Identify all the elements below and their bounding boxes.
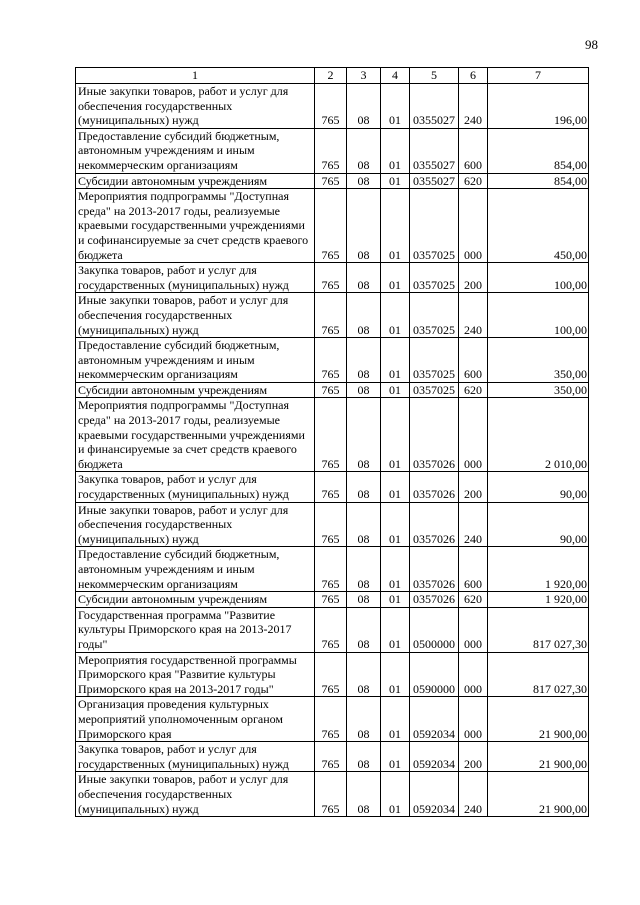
table-row <box>76 128 589 173</box>
table-row <box>76 293 589 338</box>
row-section-cell: 08 <box>347 742 381 772</box>
row-subsection-cell: 01 <box>381 263 410 293</box>
table-row <box>76 697 589 742</box>
row-target-cell: 0500000 <box>410 607 459 652</box>
row-type-cell: 200 <box>459 472 488 502</box>
row-subsection-cell: 01 <box>381 607 410 652</box>
row-type-cell: 200 <box>459 263 488 293</box>
row-subsection-cell: 01 <box>381 293 410 338</box>
row-target-cell: 0592034 <box>410 697 459 742</box>
row-amount-cell: 854,00 <box>488 173 589 189</box>
row-name-cell: Субсидии автономным учреждениям <box>76 592 315 608</box>
row-section-cell: 08 <box>347 263 381 293</box>
row-name-cell: Предоставление субсидий бюджетным, автономным учреждениям и иным некоммерческим организациям <box>76 338 315 383</box>
row-target-cell: 0357026 <box>410 472 459 502</box>
row-type-cell: 600 <box>459 338 488 383</box>
column-header: 2 <box>315 68 347 84</box>
row-subsection-cell: 01 <box>381 502 410 547</box>
row-amount-cell: 854,00 <box>488 128 589 173</box>
row-amount-cell: 1 920,00 <box>488 592 589 608</box>
row-amount-cell: 2 010,00 <box>488 398 589 472</box>
row-target-cell: 0357025 <box>410 293 459 338</box>
row-amount-cell: 196,00 <box>488 84 589 129</box>
row-code-cell: 765 <box>315 607 347 652</box>
table-row <box>76 472 589 502</box>
row-name-cell: Предоставление субсидий бюджетным, автономным учреждениям и иным некоммерческим организациям <box>76 128 315 173</box>
row-type-cell: 000 <box>459 652 488 697</box>
row-name-cell: Организация проведения культурных мероприятий уполномоченным органом Приморского края <box>76 697 315 742</box>
row-target-cell: 0357025 <box>410 382 459 398</box>
row-code-cell: 765 <box>315 398 347 472</box>
row-subsection-cell: 01 <box>381 547 410 592</box>
row-code-cell: 765 <box>315 652 347 697</box>
table-header-row <box>76 68 589 84</box>
row-code-cell: 765 <box>315 293 347 338</box>
row-section-cell: 08 <box>347 173 381 189</box>
row-section-cell: 08 <box>347 293 381 338</box>
row-target-cell: 0357025 <box>410 189 459 263</box>
row-target-cell: 0357026 <box>410 502 459 547</box>
row-amount-cell: 1 920,00 <box>488 547 589 592</box>
row-subsection-cell: 01 <box>381 128 410 173</box>
table-row <box>76 607 589 652</box>
row-section-cell: 08 <box>347 547 381 592</box>
table-row <box>76 382 589 398</box>
row-subsection-cell: 01 <box>381 472 410 502</box>
table-row <box>76 398 589 472</box>
row-target-cell: 0357026 <box>410 592 459 608</box>
column-header: 7 <box>488 68 589 84</box>
column-header: 4 <box>381 68 410 84</box>
row-type-cell: 240 <box>459 502 488 547</box>
row-amount-cell: 350,00 <box>488 338 589 383</box>
row-name-cell: Мероприятия подпрограммы "Доступная среда" на 2013-2017 годы, реализуемые краевыми государственными учреждениями и софинансируемые за счет средств краевого бюджета <box>76 189 315 263</box>
row-amount-cell: 21 900,00 <box>488 697 589 742</box>
row-amount-cell: 90,00 <box>488 472 589 502</box>
row-target-cell: 0590000 <box>410 652 459 697</box>
row-section-cell: 08 <box>347 772 381 817</box>
row-section-cell: 08 <box>347 697 381 742</box>
row-code-cell: 765 <box>315 338 347 383</box>
row-code-cell: 765 <box>315 697 347 742</box>
row-type-cell: 240 <box>459 772 488 817</box>
row-section-cell: 08 <box>347 652 381 697</box>
row-name-cell: Предоставление субсидий бюджетным, автономным учреждениям и иным некоммерческим организациям <box>76 547 315 592</box>
row-section-cell: 08 <box>347 472 381 502</box>
row-target-cell: 0592034 <box>410 772 459 817</box>
row-type-cell: 000 <box>459 189 488 263</box>
row-type-cell: 000 <box>459 398 488 472</box>
table-row <box>76 742 589 772</box>
column-header: 5 <box>410 68 459 84</box>
row-type-cell: 600 <box>459 547 488 592</box>
row-code-cell: 765 <box>315 472 347 502</box>
table-row <box>76 652 589 697</box>
row-name-cell: Мероприятия подпрограммы "Доступная среда" на 2013-2017 годы, реализуемые краевыми государственными учреждениями и финансируемые за счет средств краевого бюджета <box>76 398 315 472</box>
row-name-cell: Субсидии автономным учреждениям <box>76 173 315 189</box>
row-target-cell: 0357026 <box>410 547 459 592</box>
row-subsection-cell: 01 <box>381 338 410 383</box>
row-subsection-cell: 01 <box>381 382 410 398</box>
row-section-cell: 08 <box>347 338 381 383</box>
row-section-cell: 08 <box>347 398 381 472</box>
row-amount-cell: 350,00 <box>488 382 589 398</box>
row-subsection-cell: 01 <box>381 592 410 608</box>
row-code-cell: 765 <box>315 263 347 293</box>
budget-table <box>75 67 589 817</box>
column-header: 6 <box>459 68 488 84</box>
row-type-cell: 620 <box>459 592 488 608</box>
row-target-cell: 0357026 <box>410 398 459 472</box>
row-target-cell: 0355027 <box>410 84 459 129</box>
row-subsection-cell: 01 <box>381 398 410 472</box>
row-section-cell: 08 <box>347 607 381 652</box>
row-subsection-cell: 01 <box>381 173 410 189</box>
row-type-cell: 620 <box>459 382 488 398</box>
row-amount-cell: 817 027,30 <box>488 607 589 652</box>
row-amount-cell: 100,00 <box>488 263 589 293</box>
row-code-cell: 765 <box>315 189 347 263</box>
row-type-cell: 620 <box>459 173 488 189</box>
row-section-cell: 08 <box>347 502 381 547</box>
table-row <box>76 338 589 383</box>
row-subsection-cell: 01 <box>381 652 410 697</box>
row-amount-cell: 100,00 <box>488 293 589 338</box>
row-section-cell: 08 <box>347 592 381 608</box>
row-name-cell: Иные закупки товаров, работ и услуг для обеспечения государственных (муниципальных) нужд <box>76 293 315 338</box>
row-amount-cell: 817 027,30 <box>488 652 589 697</box>
table-row <box>76 547 589 592</box>
table-row <box>76 263 589 293</box>
row-name-cell: Мероприятия государственной программы Приморского края "Развитие культуры Приморского края на 2013-2017 годы" <box>76 652 315 697</box>
row-code-cell: 765 <box>315 173 347 189</box>
row-subsection-cell: 01 <box>381 189 410 263</box>
table-row <box>76 502 589 547</box>
row-subsection-cell: 01 <box>381 742 410 772</box>
row-name-cell: Иные закупки товаров, работ и услуг для обеспечения государственных (муниципальных) нужд <box>76 84 315 129</box>
row-section-cell: 08 <box>347 189 381 263</box>
row-name-cell: Иные закупки товаров, работ и услуг для обеспечения государственных (муниципальных) нужд <box>76 502 315 547</box>
table-row <box>76 189 589 263</box>
row-name-cell: Закупка товаров, работ и услуг для государственных (муниципальных) нужд <box>76 472 315 502</box>
row-amount-cell: 450,00 <box>488 189 589 263</box>
row-code-cell: 765 <box>315 382 347 398</box>
table-row <box>76 592 589 608</box>
column-header: 3 <box>347 68 381 84</box>
row-type-cell: 000 <box>459 607 488 652</box>
row-name-cell: Субсидии автономным учреждениям <box>76 382 315 398</box>
row-type-cell: 600 <box>459 128 488 173</box>
row-subsection-cell: 01 <box>381 697 410 742</box>
row-type-cell: 240 <box>459 84 488 129</box>
row-name-cell: Иные закупки товаров, работ и услуг для обеспечения государственных (муниципальных) нужд <box>76 772 315 817</box>
row-name-cell: Государственная программа "Развитие культуры Приморского края на 2013-2017 годы" <box>76 607 315 652</box>
row-section-cell: 08 <box>347 84 381 129</box>
row-subsection-cell: 01 <box>381 84 410 129</box>
row-amount-cell: 21 900,00 <box>488 772 589 817</box>
row-code-cell: 765 <box>315 742 347 772</box>
row-subsection-cell: 01 <box>381 772 410 817</box>
row-target-cell: 0355027 <box>410 173 459 189</box>
column-header: 1 <box>76 68 315 84</box>
row-code-cell: 765 <box>315 547 347 592</box>
row-target-cell: 0355027 <box>410 128 459 173</box>
row-amount-cell: 21 900,00 <box>488 742 589 772</box>
row-type-cell: 000 <box>459 697 488 742</box>
row-target-cell: 0357025 <box>410 338 459 383</box>
row-code-cell: 765 <box>315 84 347 129</box>
row-code-cell: 765 <box>315 128 347 173</box>
row-section-cell: 08 <box>347 128 381 173</box>
row-type-cell: 200 <box>459 742 488 772</box>
row-section-cell: 08 <box>347 382 381 398</box>
row-code-cell: 765 <box>315 502 347 547</box>
row-type-cell: 240 <box>459 293 488 338</box>
table-row <box>76 84 589 129</box>
row-amount-cell: 90,00 <box>488 502 589 547</box>
table-row <box>76 772 589 817</box>
row-name-cell: Закупка товаров, работ и услуг для государственных (муниципальных) нужд <box>76 263 315 293</box>
row-code-cell: 765 <box>315 772 347 817</box>
row-name-cell: Закупка товаров, работ и услуг для государственных (муниципальных) нужд <box>76 742 315 772</box>
row-code-cell: 765 <box>315 592 347 608</box>
row-target-cell: 0592034 <box>410 742 459 772</box>
table-row <box>76 173 589 189</box>
row-target-cell: 0357025 <box>410 263 459 293</box>
page-number: 98 <box>585 37 598 52</box>
